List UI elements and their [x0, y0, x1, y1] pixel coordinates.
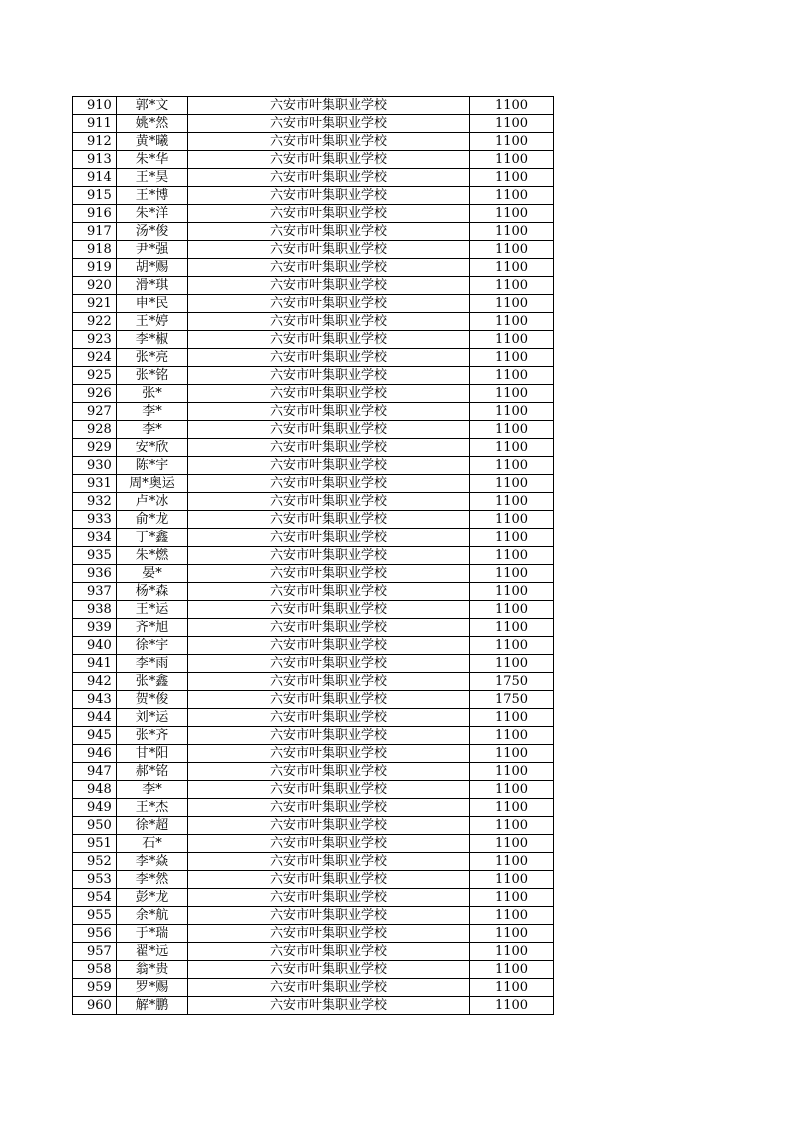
- row-number-cell: 952: [73, 853, 117, 871]
- name-cell: 翁*贵: [117, 961, 188, 979]
- amount-cell: 1100: [470, 241, 554, 259]
- table-row: [73, 259, 554, 277]
- row-number-cell: 947: [73, 763, 117, 781]
- table-row: [73, 961, 554, 979]
- name-cell: 于*瑞: [117, 925, 188, 943]
- name-cell: 李*椒: [117, 331, 188, 349]
- table-row: [73, 97, 554, 115]
- amount-cell: 1100: [470, 205, 554, 223]
- amount-cell: 1100: [470, 169, 554, 187]
- school-cell: 六安市叶集职业学校: [188, 511, 470, 529]
- table-row: [73, 475, 554, 493]
- amount-cell: 1100: [470, 493, 554, 511]
- row-number-cell: 925: [73, 367, 117, 385]
- school-cell: 六安市叶集职业学校: [188, 619, 470, 637]
- amount-cell: 1100: [470, 889, 554, 907]
- row-number-cell: 927: [73, 403, 117, 421]
- table-row: [73, 295, 554, 313]
- table-row: [73, 277, 554, 295]
- amount-cell: 1100: [470, 619, 554, 637]
- table-row: [73, 925, 554, 943]
- row-number-cell: 928: [73, 421, 117, 439]
- row-number-cell: 929: [73, 439, 117, 457]
- amount-cell: 1100: [470, 583, 554, 601]
- amount-cell: 1100: [470, 799, 554, 817]
- table-row: [73, 223, 554, 241]
- table-row: [73, 511, 554, 529]
- name-cell: 李*: [117, 421, 188, 439]
- name-cell: 张*: [117, 385, 188, 403]
- table-row: [73, 781, 554, 799]
- school-cell: 六安市叶集职业学校: [188, 439, 470, 457]
- name-cell: 张*铭: [117, 367, 188, 385]
- amount-cell: 1100: [470, 979, 554, 997]
- amount-cell: 1100: [470, 565, 554, 583]
- name-cell: 余*航: [117, 907, 188, 925]
- school-cell: 六安市叶集职业学校: [188, 943, 470, 961]
- table-row: [73, 439, 554, 457]
- amount-cell: 1100: [470, 529, 554, 547]
- name-cell: 彭*龙: [117, 889, 188, 907]
- school-cell: 六安市叶集职业学校: [188, 385, 470, 403]
- amount-cell: 1100: [470, 781, 554, 799]
- table-row: [73, 169, 554, 187]
- row-number-cell: 956: [73, 925, 117, 943]
- school-cell: 六安市叶集职业学校: [188, 907, 470, 925]
- table-row: [73, 457, 554, 475]
- amount-cell: 1100: [470, 295, 554, 313]
- table-row: [73, 871, 554, 889]
- row-number-cell: 959: [73, 979, 117, 997]
- amount-cell: 1100: [470, 961, 554, 979]
- name-cell: 朱*华: [117, 151, 188, 169]
- amount-cell: 1100: [470, 871, 554, 889]
- row-number-cell: 917: [73, 223, 117, 241]
- school-cell: 六安市叶集职业学校: [188, 241, 470, 259]
- table-row: [73, 745, 554, 763]
- school-cell: 六安市叶集职业学校: [188, 403, 470, 421]
- name-cell: 齐*旭: [117, 619, 188, 637]
- school-cell: 六安市叶集职业学校: [188, 727, 470, 745]
- name-cell: 李*: [117, 403, 188, 421]
- amount-cell: 1100: [470, 835, 554, 853]
- row-number-cell: 944: [73, 709, 117, 727]
- school-cell: 六安市叶集职业学校: [188, 817, 470, 835]
- amount-cell: 1100: [470, 115, 554, 133]
- school-cell: 六安市叶集职业学校: [188, 745, 470, 763]
- name-cell: 张*鑫: [117, 673, 188, 691]
- name-cell: 李*焱: [117, 853, 188, 871]
- name-cell: 李*: [117, 781, 188, 799]
- row-number-cell: 921: [73, 295, 117, 313]
- table-row: [73, 133, 554, 151]
- name-cell: 俞*龙: [117, 511, 188, 529]
- amount-cell: 1100: [470, 853, 554, 871]
- school-cell: 六安市叶集职业学校: [188, 961, 470, 979]
- school-cell: 六安市叶集职业学校: [188, 421, 470, 439]
- amount-cell: 1100: [470, 727, 554, 745]
- name-cell: 卢*冰: [117, 493, 188, 511]
- name-cell: 王*婷: [117, 313, 188, 331]
- amount-cell: 1100: [470, 421, 554, 439]
- school-cell: 六安市叶集职业学校: [188, 97, 470, 115]
- table-row: [73, 529, 554, 547]
- table-body: [73, 97, 554, 1015]
- amount-cell: 1100: [470, 511, 554, 529]
- table-row: [73, 421, 554, 439]
- table-row: [73, 349, 554, 367]
- row-number-cell: 932: [73, 493, 117, 511]
- school-cell: 六安市叶集职业学校: [188, 151, 470, 169]
- school-cell: 六安市叶集职业学校: [188, 115, 470, 133]
- row-number-cell: 948: [73, 781, 117, 799]
- school-cell: 六安市叶集职业学校: [188, 493, 470, 511]
- amount-cell: 1100: [470, 187, 554, 205]
- row-number-cell: 949: [73, 799, 117, 817]
- row-number-cell: 940: [73, 637, 117, 655]
- school-cell: 六安市叶集职业学校: [188, 457, 470, 475]
- school-cell: 六安市叶集职业学校: [188, 601, 470, 619]
- name-cell: 郝*铭: [117, 763, 188, 781]
- name-cell: 翟*远: [117, 943, 188, 961]
- row-number-cell: 914: [73, 169, 117, 187]
- amount-cell: 1100: [470, 763, 554, 781]
- amount-cell: 1100: [470, 151, 554, 169]
- amount-cell: 1100: [470, 475, 554, 493]
- row-number-cell: 923: [73, 331, 117, 349]
- row-number-cell: 926: [73, 385, 117, 403]
- table-row: [73, 367, 554, 385]
- row-number-cell: 954: [73, 889, 117, 907]
- amount-cell: 1100: [470, 637, 554, 655]
- amount-cell: 1100: [470, 349, 554, 367]
- name-cell: 黄*曦: [117, 133, 188, 151]
- table-row: [73, 187, 554, 205]
- amount-cell: 1100: [470, 403, 554, 421]
- row-number-cell: 935: [73, 547, 117, 565]
- table-row: [73, 655, 554, 673]
- table-row: [73, 583, 554, 601]
- school-cell: 六安市叶集职业学校: [188, 277, 470, 295]
- name-cell: 解*鹏: [117, 997, 188, 1015]
- table-row: [73, 493, 554, 511]
- row-number-cell: 939: [73, 619, 117, 637]
- name-cell: 胡*赐: [117, 259, 188, 277]
- name-cell: 汤*俊: [117, 223, 188, 241]
- amount-cell: 1750: [470, 673, 554, 691]
- amount-cell: 1100: [470, 601, 554, 619]
- name-cell: 朱*洋: [117, 205, 188, 223]
- table-row: [73, 241, 554, 259]
- name-cell: 张*亮: [117, 349, 188, 367]
- row-number-cell: 937: [73, 583, 117, 601]
- school-cell: 六安市叶集职业学校: [188, 583, 470, 601]
- table-row: [73, 115, 554, 133]
- name-cell: 郭*文: [117, 97, 188, 115]
- table-row: [73, 403, 554, 421]
- school-cell: 六安市叶集职业学校: [188, 259, 470, 277]
- school-cell: 六安市叶集职业学校: [188, 709, 470, 727]
- row-number-cell: 943: [73, 691, 117, 709]
- table-row: [73, 313, 554, 331]
- amount-cell: 1100: [470, 943, 554, 961]
- row-number-cell: 918: [73, 241, 117, 259]
- row-number-cell: 934: [73, 529, 117, 547]
- school-cell: 六安市叶集职业学校: [188, 547, 470, 565]
- name-cell: 周*奥运: [117, 475, 188, 493]
- row-number-cell: 960: [73, 997, 117, 1015]
- row-number-cell: 911: [73, 115, 117, 133]
- school-cell: 六安市叶集职业学校: [188, 889, 470, 907]
- row-number-cell: 938: [73, 601, 117, 619]
- name-cell: 刘*运: [117, 709, 188, 727]
- row-number-cell: 941: [73, 655, 117, 673]
- name-cell: 甘*阳: [117, 745, 188, 763]
- school-cell: 六安市叶集职业学校: [188, 799, 470, 817]
- row-number-cell: 957: [73, 943, 117, 961]
- row-number-cell: 930: [73, 457, 117, 475]
- school-cell: 六安市叶集职业学校: [188, 349, 470, 367]
- amount-cell: 1100: [470, 925, 554, 943]
- name-cell: 申*民: [117, 295, 188, 313]
- table-row: [73, 547, 554, 565]
- row-number-cell: 913: [73, 151, 117, 169]
- amount-cell: 1100: [470, 133, 554, 151]
- row-number-cell: 919: [73, 259, 117, 277]
- table-row: [73, 673, 554, 691]
- table-row: [73, 817, 554, 835]
- school-cell: 六安市叶集职业学校: [188, 187, 470, 205]
- name-cell: 杨*森: [117, 583, 188, 601]
- name-cell: 滑*琪: [117, 277, 188, 295]
- subsidy-table: [72, 96, 554, 1015]
- name-cell: 徐*超: [117, 817, 188, 835]
- amount-cell: 1100: [470, 259, 554, 277]
- row-number-cell: 933: [73, 511, 117, 529]
- school-cell: 六安市叶集职业学校: [188, 925, 470, 943]
- school-cell: 六安市叶集职业学校: [188, 781, 470, 799]
- school-cell: 六安市叶集职业学校: [188, 763, 470, 781]
- row-number-cell: 945: [73, 727, 117, 745]
- amount-cell: 1750: [470, 691, 554, 709]
- school-cell: 六安市叶集职业学校: [188, 295, 470, 313]
- amount-cell: 1100: [470, 907, 554, 925]
- name-cell: 王*昊: [117, 169, 188, 187]
- table-row: [73, 619, 554, 637]
- school-cell: 六安市叶集职业学校: [188, 691, 470, 709]
- school-cell: 六安市叶集职业学校: [188, 223, 470, 241]
- amount-cell: 1100: [470, 97, 554, 115]
- name-cell: 陈*宇: [117, 457, 188, 475]
- school-cell: 六安市叶集职业学校: [188, 979, 470, 997]
- amount-cell: 1100: [470, 547, 554, 565]
- name-cell: 李*然: [117, 871, 188, 889]
- school-cell: 六安市叶集职业学校: [188, 367, 470, 385]
- table-row: [73, 205, 554, 223]
- school-cell: 六安市叶集职业学校: [188, 835, 470, 853]
- school-cell: 六安市叶集职业学校: [188, 871, 470, 889]
- table-row: [73, 331, 554, 349]
- school-cell: 六安市叶集职业学校: [188, 655, 470, 673]
- table-row: [73, 151, 554, 169]
- row-number-cell: 946: [73, 745, 117, 763]
- row-number-cell: 951: [73, 835, 117, 853]
- school-cell: 六安市叶集职业学校: [188, 331, 470, 349]
- table-row: [73, 979, 554, 997]
- row-number-cell: 924: [73, 349, 117, 367]
- school-cell: 六安市叶集职业学校: [188, 313, 470, 331]
- table-row: [73, 637, 554, 655]
- school-cell: 六安市叶集职业学校: [188, 997, 470, 1015]
- row-number-cell: 931: [73, 475, 117, 493]
- amount-cell: 1100: [470, 655, 554, 673]
- school-cell: 六安市叶集职业学校: [188, 565, 470, 583]
- row-number-cell: 912: [73, 133, 117, 151]
- table-row: [73, 835, 554, 853]
- row-number-cell: 910: [73, 97, 117, 115]
- name-cell: 徐*宇: [117, 637, 188, 655]
- row-number-cell: 953: [73, 871, 117, 889]
- table-row: [73, 799, 554, 817]
- amount-cell: 1100: [470, 439, 554, 457]
- table-row: [73, 385, 554, 403]
- school-cell: 六安市叶集职业学校: [188, 205, 470, 223]
- table-row: [73, 691, 554, 709]
- name-cell: 王*运: [117, 601, 188, 619]
- school-cell: 六安市叶集职业学校: [188, 133, 470, 151]
- amount-cell: 1100: [470, 745, 554, 763]
- amount-cell: 1100: [470, 331, 554, 349]
- name-cell: 石*: [117, 835, 188, 853]
- name-cell: 朱*燃: [117, 547, 188, 565]
- amount-cell: 1100: [470, 997, 554, 1015]
- table-row: [73, 727, 554, 745]
- name-cell: 贺*俊: [117, 691, 188, 709]
- row-number-cell: 936: [73, 565, 117, 583]
- row-number-cell: 922: [73, 313, 117, 331]
- school-cell: 六安市叶集职业学校: [188, 169, 470, 187]
- school-cell: 六安市叶集职业学校: [188, 853, 470, 871]
- name-cell: 张*齐: [117, 727, 188, 745]
- row-number-cell: 915: [73, 187, 117, 205]
- name-cell: 李*雨: [117, 655, 188, 673]
- row-number-cell: 920: [73, 277, 117, 295]
- table-row: [73, 565, 554, 583]
- table-row: [73, 709, 554, 727]
- amount-cell: 1100: [470, 817, 554, 835]
- amount-cell: 1100: [470, 313, 554, 331]
- name-cell: 王*杰: [117, 799, 188, 817]
- table-row: [73, 853, 554, 871]
- name-cell: 晏*: [117, 565, 188, 583]
- amount-cell: 1100: [470, 277, 554, 295]
- school-cell: 六安市叶集职业学校: [188, 673, 470, 691]
- amount-cell: 1100: [470, 709, 554, 727]
- school-cell: 六安市叶集职业学校: [188, 529, 470, 547]
- table-row: [73, 763, 554, 781]
- amount-cell: 1100: [470, 385, 554, 403]
- name-cell: 安*欣: [117, 439, 188, 457]
- name-cell: 尹*强: [117, 241, 188, 259]
- table-row: [73, 997, 554, 1015]
- table-row: [73, 889, 554, 907]
- name-cell: 罗*赐: [117, 979, 188, 997]
- table-row: [73, 907, 554, 925]
- row-number-cell: 955: [73, 907, 117, 925]
- school-cell: 六安市叶集职业学校: [188, 637, 470, 655]
- row-number-cell: 942: [73, 673, 117, 691]
- school-cell: 六安市叶集职业学校: [188, 475, 470, 493]
- table-row: [73, 601, 554, 619]
- table-row: [73, 943, 554, 961]
- amount-cell: 1100: [470, 457, 554, 475]
- amount-cell: 1100: [470, 223, 554, 241]
- name-cell: 丁*鑫: [117, 529, 188, 547]
- row-number-cell: 958: [73, 961, 117, 979]
- amount-cell: 1100: [470, 367, 554, 385]
- name-cell: 姚*然: [117, 115, 188, 133]
- name-cell: 王*博: [117, 187, 188, 205]
- row-number-cell: 950: [73, 817, 117, 835]
- row-number-cell: 916: [73, 205, 117, 223]
